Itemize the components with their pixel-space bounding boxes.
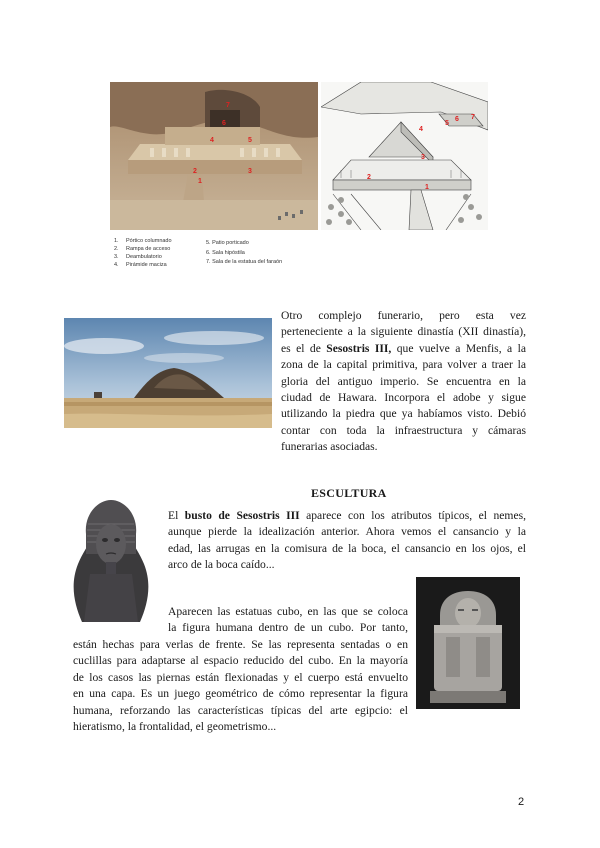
legend-item: 7. Sala de la estatua del faraón xyxy=(206,259,283,265)
temple-aerial-photo xyxy=(110,82,318,230)
photo-marker: 4 xyxy=(210,137,214,144)
photo-marker: 1 xyxy=(198,178,202,185)
legend-item: Deambulatorio xyxy=(126,254,162,260)
drawing-marker: 3 xyxy=(421,154,425,161)
photo-marker: 2 xyxy=(193,168,197,175)
legend-item: Pórtico columnado xyxy=(126,238,172,244)
drawing-marker: 4 xyxy=(419,126,423,133)
sesostris-bust-photo xyxy=(64,494,158,622)
plan-legend-right xyxy=(206,239,316,268)
drawing-marker: 1 xyxy=(425,184,429,191)
legend-item: Pirámide maciza xyxy=(126,262,167,268)
photo-marker: 7 xyxy=(226,102,230,109)
cube-statue-photo xyxy=(416,577,520,709)
cube-statues-paragraph-cont: están hechas para verlas de frente. Se las representa sentadas o en cuclillas para adaptarse al espacio reducido del cubo. En la mayoría de los casos las piernas están flexionadas y el cuerpo está envuelto en una capa. Es un juego geométrico de cómo representar la figura humana, reforzando las características típicas del arte egipcio: el hieratismo, la frontalidad, el geometrismo... xyxy=(73,638,408,734)
drawing-marker: 5 xyxy=(445,120,449,127)
cube-statues-paragraph: Aparecen las estatuas cubo, en las que se coloca la figura humana dentro de un cubo. Por tanto, xyxy=(168,605,408,635)
legend-item: Rampa de acceso xyxy=(126,246,171,252)
legend-item: 5. Patio porticado xyxy=(206,240,249,246)
hawara-pyramid-photo xyxy=(64,318,272,428)
sesostris-name: Sesostris III, xyxy=(326,341,392,355)
sesostris-complex-paragraph: Otro complejo funerario, pero esta vez perteneciente a la siguiente dinastía (XII dinastía), es el de Sesostris III, que vuelve a Menfis, a la zona de la capital primitiva, para volver a traer la gloria del antiguo imperio. Se encuentra en la ciudad de Hawara. Incorpora el adobe y sigue utilizando la piedra que ya habíamos visto. Debió contar con toda la infraestructura y cámaras funerarias asociadas. xyxy=(281,309,526,454)
legend-item: 6. Sala hipóstila xyxy=(206,249,245,256)
drawing-marker: 2 xyxy=(367,174,371,181)
page-number: 2 xyxy=(518,796,525,808)
plan-legend-left: 1. Pórtico columnado 2. Rampa de acceso 3. Deambulatorio 4. Pirámide maciza xyxy=(114,238,172,268)
drawing-marker: 7 xyxy=(471,114,475,121)
temple-drawing xyxy=(321,82,488,230)
photo-marker: 3 xyxy=(248,168,252,175)
bust-name: busto de Sesostris III xyxy=(184,509,300,522)
photo-marker: 5 xyxy=(248,137,252,144)
photo-marker: 6 xyxy=(222,120,226,127)
bust-paragraph: El busto de Sesostris III aparece con los atributos típicos, el nemes, aunque pierde la idealización anterior. Ahora vemos el cansancio y la edad, las arrugas en la comisura de la boca, el cansancio en los ojos, el arco de la boca caído... xyxy=(168,509,526,572)
section-title: ESCULTURA xyxy=(311,486,387,500)
drawing-marker: 6 xyxy=(455,116,459,123)
